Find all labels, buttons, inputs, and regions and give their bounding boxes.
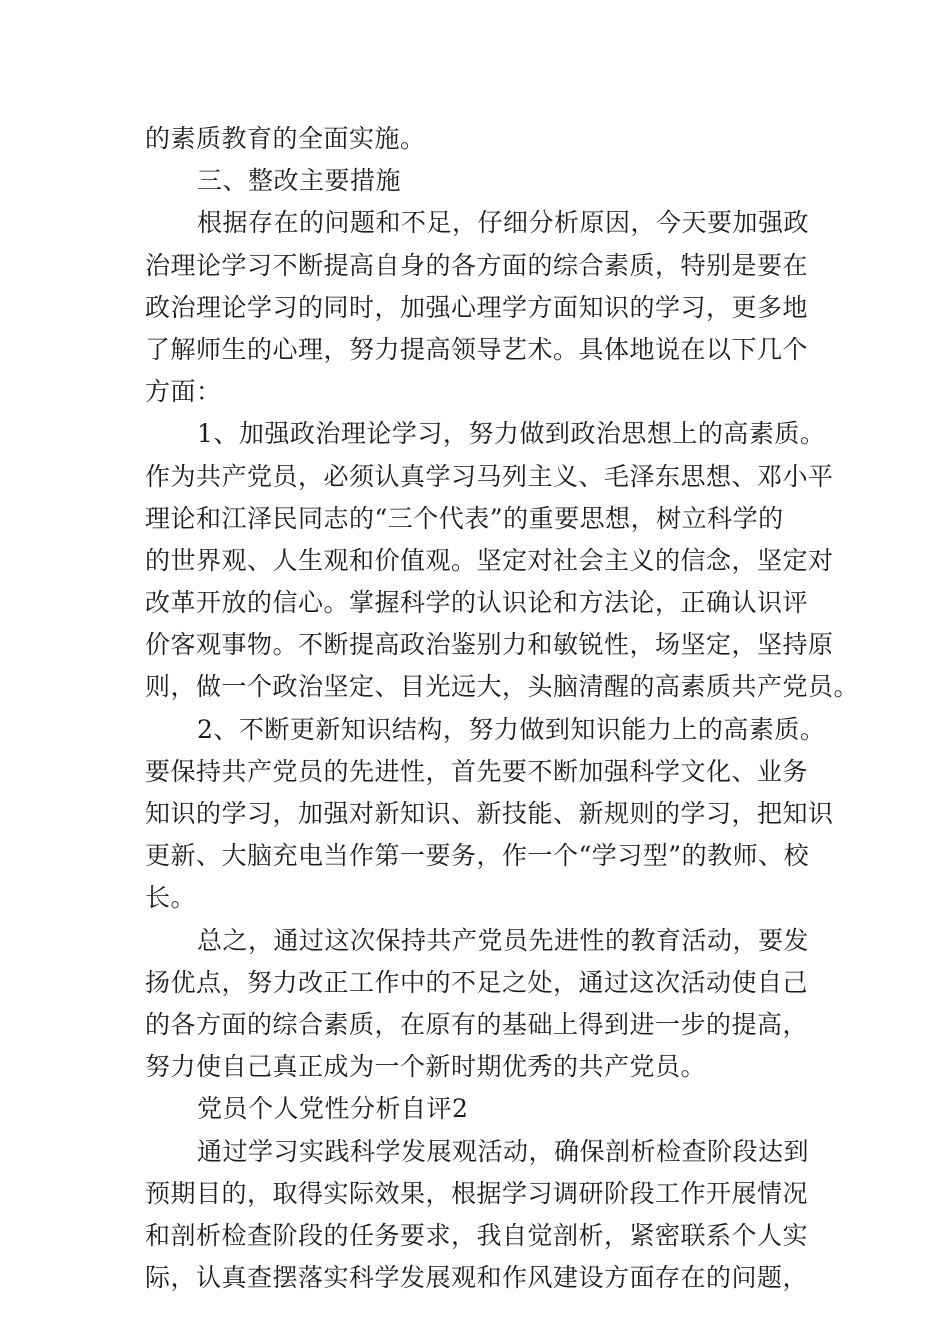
text-line: 2、不断更新知识结构，努力做到知识能力上的高素质。 <box>197 714 826 744</box>
text-line: 知识的学习，加强对新知识、新技能、新规则的学习，把知识 <box>145 799 834 828</box>
text-line: 根据存在的问题和不足，仔细分析原因，今天要加强政 <box>197 208 810 238</box>
text-line: 的世界观、人生观和价值观。坚定对社会主义的信念，坚定对 <box>145 545 834 575</box>
text-line: 三、整改主要措施 <box>197 166 402 196</box>
text-line: 际，认真查摆落实科学发展观和作风建设方面存在的问题， <box>145 1263 809 1293</box>
text-line: 改革开放的信心。掌握科学的认识论和方法论，正确认识评 <box>145 588 809 618</box>
text-line: 和剖析检查阶段的任务要求，我自觉剖析，紧密联系个人实 <box>145 1220 809 1250</box>
text-line: 治理论学习不断提高自身的各方面的综合素质，特别是要在 <box>145 250 809 280</box>
text-line: 的素质教育的全面实施。 <box>145 124 426 153</box>
text-line: 更新、大脑充电当作第一要务，作一个“学习型”的教师、校 <box>145 841 810 871</box>
text-line: 努力使自己真正成为一个新时期优秀的共产党员。 <box>145 1052 707 1082</box>
text-line: 预期目的，取得实际效果，根据学习调研阶段工作开展情况 <box>145 1178 809 1208</box>
text-line: 了解师生的心理，努力提高领导艺术。具体地说在以下几个 <box>145 334 809 364</box>
text-line: 价客观事物。不断提高政治鉴别力和敏锐性，场坚定，坚持原 <box>145 630 834 660</box>
text-line: 扬优点，努力改正工作中的不足之处，通过这次活动使自己 <box>145 967 809 997</box>
text-line: 则，做一个政治坚定、目光远大，头脑清醒的高素质共产党员。 <box>145 672 860 702</box>
text-line: 要保持共产党员的先进性，首先要不断加强科学文化、业务 <box>145 756 809 786</box>
text-line: 通过学习实践科学发展观活动，确保剖析检查阶段达到 <box>197 1136 810 1166</box>
text-line: 长。 <box>145 883 197 913</box>
text-line: 的各方面的综合素质，在原有的基础上得到进一步的提高， <box>145 1009 809 1039</box>
text-line: 方面： <box>145 377 222 407</box>
document-body <box>145 118 860 1299</box>
text-line: 政治理论学习的同时，加强心理学方面知识的学习，更多地 <box>145 292 809 322</box>
text-line: 总之，通过这次保持共产党员先进性的教育活动，要发 <box>197 925 810 955</box>
text-line: 理论和江泽民同志的“三个代表”的重要思想，树立科学的 <box>145 503 784 533</box>
text-line: 1、加强政治理论学习，努力做到政治思想上的高素质。 <box>197 419 826 449</box>
text-line: 作为共产党员，必须认真学习马列主义、毛泽东思想、邓小平 <box>145 461 834 491</box>
text-line: 党员个人党性分析自评2 <box>197 1094 469 1124</box>
